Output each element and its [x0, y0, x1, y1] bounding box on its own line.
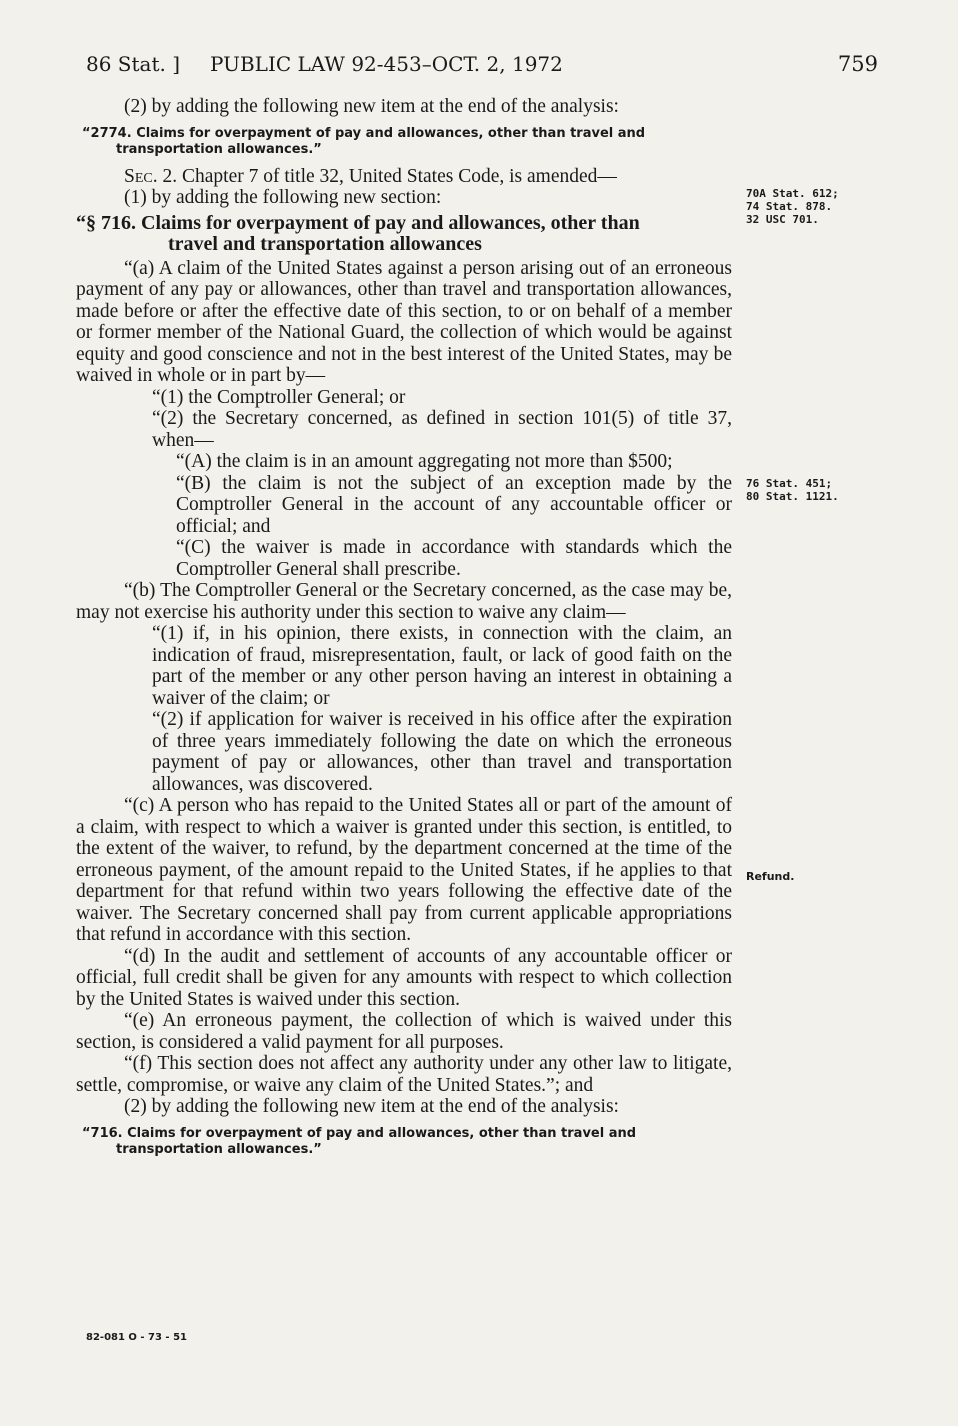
- subsection-c: “(c) A person who has repaid to the United States all or part of the amount of a claim, with respect to which a waiver is granted under this section, is entitled, to the extent of the waiver, to refund, by the department concerned at the time of the erroneous payment, of the amount repaid to the United States, if he applies to that department for that refund within two years following the effective date of the waiver. The Secretary concerned shall pay from current applicable appropriations that refund in accordance with this section.: [76, 795, 732, 945]
- analysis-item-716: “716. Claims for overpayment of pay and allowances, other than travel and transportation allowances.”: [82, 1125, 637, 1157]
- section-2: [76, 166, 732, 188]
- page-header: [86, 52, 878, 82]
- section-716-heading: [76, 213, 732, 256]
- margin-note-stat-refs-1: [746, 187, 866, 226]
- subsection-d: “(d) In the audit and settlement of accounts of any accountable officer or official, full credit shall be given for any amounts with respect to which collection by the United States is waived under this section.: [76, 945, 732, 1010]
- margin-note-1-line3: 32 USC 701.: [746, 213, 819, 226]
- print-code: 82-081 O - 73 - 51: [86, 1332, 187, 1343]
- paragraph-2-final: (2) by adding the following new item at the end of the analysis:: [124, 1096, 619, 1117]
- margin-note-1-line1: 70A Stat. 612;: [746, 187, 839, 200]
- section-716-heading-line1: “§ 716. Claims for overpayment of pay and allowances, other than: [76, 211, 640, 234]
- subsection-a: “(a) A claim of the United States against a person arising out of an erroneous payment of any pay or allowances, other than travel and transportation allowances, made before or after the effective date of this section, to or on behalf of a member or former member of the National Guard, the collection of which would be against equity and good conscience and not in the best interest of the United States, may be waived in whole or in part by—: [76, 257, 732, 386]
- page-number: 759: [837, 52, 878, 76]
- subsection-b: “(b) The Comptroller General or the Secretary concerned, as the case may be, may not exercise his authority under this section to waive any claim—: [76, 580, 732, 623]
- subsection-a-2-A: “(A) the claim is in an amount aggregating not more than $500;: [176, 451, 673, 472]
- subsection-e: “(e) An erroneous payment, the collection of which is waived under this section, is considered a valid payment for all purposes.: [76, 1010, 732, 1053]
- margin-note-1-line2: 74 Stat. 878.: [746, 200, 833, 213]
- subsection-b-1: “(1) if, in his opinion, there exists, in connection with the claim, an indication of fraud, misrepresentation, fault, or lack of good faith on the part of the member or any other person having an interest in obtaining a waiver of the claim; or: [152, 623, 732, 709]
- body-text: [76, 96, 732, 1166]
- subsection-b-2: “(2) if application for waiver is received in his office after the expiration of three years immediately following the date on which the erroneous payment of pay or allowances, other than travel and transportation allowances, was discovered.: [152, 709, 732, 795]
- analysis-item-2774: “2774. Claims for overpayment of pay and allowances, other than travel and transportation allowances.”: [82, 125, 646, 157]
- section-2-text: 2. Chapter 7 of title 32, United States Code, is amended—: [157, 165, 617, 187]
- margin-note-2-line1: 76 Stat. 451;: [746, 477, 833, 490]
- stat-reference: 86 Stat. ]: [86, 52, 181, 76]
- section-2-clause-1: (1) by adding the following new section:: [124, 187, 442, 208]
- subsection-a-2: “(2) the Secretary concerned, as defined in section 101(5) of title 37, when—: [152, 408, 732, 451]
- subsection-a-2-C: “(C) the waiver is made in accordance with standards which the Comptroller General shall prescribe.: [176, 537, 732, 580]
- margin-note-stat-refs-2: [746, 477, 866, 503]
- section-716-heading-line2: travel and transportation allowances: [168, 233, 482, 255]
- subsection-f: “(f) This section does not affect any authority under any other law to litigate, settle, compromise, or waive any claim of the United States.”; and: [76, 1053, 732, 1096]
- law-title: PUBLIC LAW 92-453–OCT. 2, 1972: [210, 52, 563, 76]
- paragraph-2-adding-analysis: (2) by adding the following new item at the end of the analysis:: [124, 96, 619, 117]
- section-prefix: Sec.: [124, 165, 158, 187]
- margin-note-2-line2: 80 Stat. 1121.: [746, 490, 839, 503]
- subsection-a-2-B: “(B) the claim is not the subject of an exception made by the Comptroller General in the account of any accountable officer or official; and: [176, 472, 732, 537]
- margin-note-refund: Refund.: [746, 870, 795, 883]
- subsection-a-1: “(1) the Comptroller General; or: [152, 386, 406, 408]
